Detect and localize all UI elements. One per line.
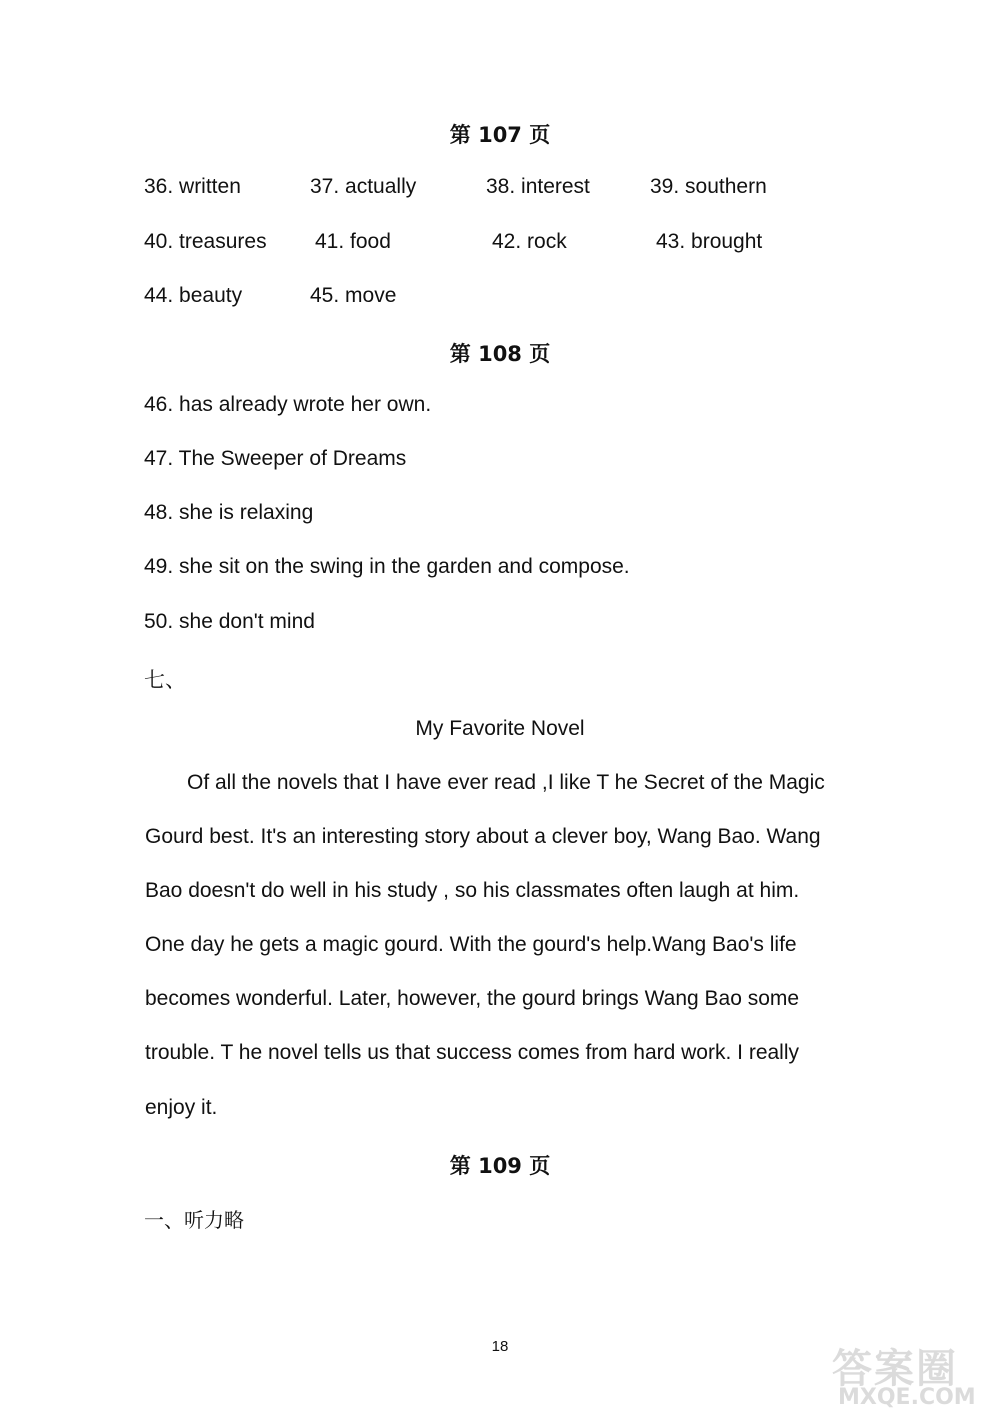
answer-39: 39. southern [650,175,767,198]
essay-line: enjoy it. [145,1096,218,1119]
answer-38: 38. interest [486,175,590,198]
answer-50: 50. she don't mind [144,610,315,633]
section-heading-p108: 第 108 页 [449,342,551,366]
essay-line: Of all the novels that I have ever read ,I like T he Secret of the Magic [187,771,825,794]
answer-46: 46. has already wrote her own. [144,393,432,416]
section-heading-p109: 第 109 页 [449,1154,551,1178]
answer-49: 49. she sit on the swing in the garden and compose. [144,555,630,578]
answer-37: 37. actually [310,175,417,198]
answer-45: 45. move [310,284,397,307]
essay-line: becomes wonderful. Later, however, the gourd brings Wang Bao some [145,987,800,1010]
page-number: 18 [491,1338,509,1355]
essay-title: My Favorite Novel [415,717,585,740]
answer-44: 44. beauty [144,284,243,307]
answer-43: 43. brought [656,230,763,253]
section-heading-p107: 第 107 页 [449,123,551,147]
watermark-chars: 答案圈 [832,1346,958,1392]
answer-47: 47. The Sweeper of Dreams [144,447,407,470]
essay-line: Gourd best. It's an interesting story about a clever boy, Wang Bao. Wang [145,825,821,848]
answer-48: 48. she is relaxing [144,501,314,524]
part-one-label: 一、听力略 [144,1208,244,1232]
essay-line: One day he gets a magic gourd. With the gourd's help.Wang Bao's life [145,933,797,956]
watermark-url: MXQE.COM [838,1385,976,1410]
answer-40: 40. treasures [144,230,267,253]
watermark-logo [832,1337,992,1417]
answer-42: 42. rock [492,230,567,253]
answer-36: 36. written [144,175,241,198]
essay-line: trouble. T he novel tells us that success comes from hard work. I really [145,1041,800,1064]
essay-line: Bao doesn't do well in his study , so his classmates often laugh at him. [145,879,800,902]
part-seven-label: 七、 [144,669,186,692]
answer-41: 41. food [315,230,391,253]
